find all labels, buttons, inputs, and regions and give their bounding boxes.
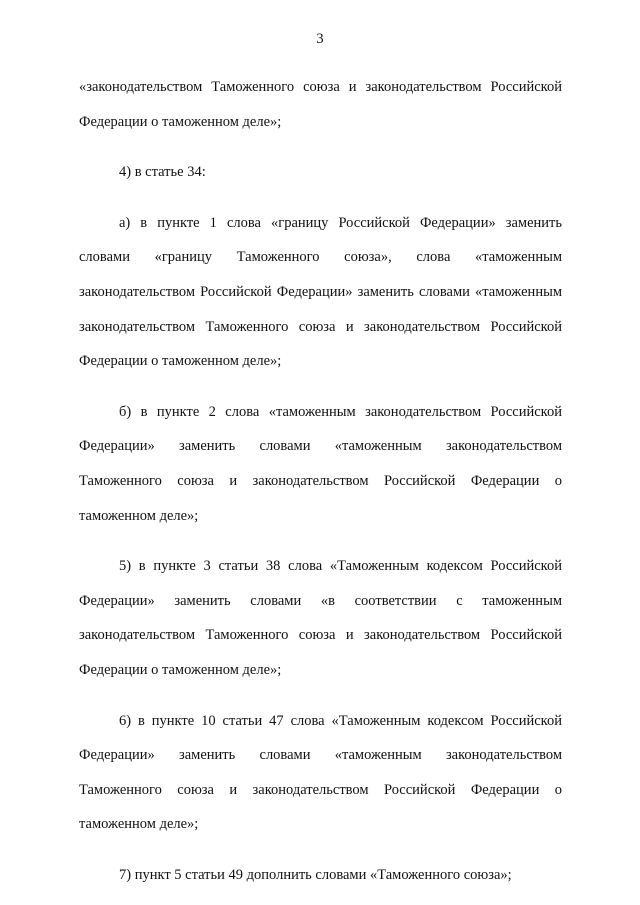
paragraph-item-4b: б) в пункте 2 слова «таможенным законодательством Российской Федерации» заменить словами «таможенным законодательством Таможенного союза и законодательством Российской Федерации о таможенном деле»; xyxy=(79,403,562,524)
page-number: 3 xyxy=(316,31,324,47)
paragraph-item-7: 7) пункт 5 статьи 49 дополнить словами «Таможенного союза»; xyxy=(119,866,512,883)
paragraph-continuation: «законодательством Таможенного союза и законодательством Российской Федерации о таможенном деле»; xyxy=(79,79,562,130)
paragraph-item-4: 4) в статье 34: xyxy=(119,164,206,181)
document-body xyxy=(79,70,562,892)
paragraph-item-5: 5) в пункте 3 статьи 38 слова «Таможенным кодексом Российской Федерации» заменить словами «в соответствии с таможенным законодательством Таможенного союза и законодательством Российской Федерации о таможенном деле»; xyxy=(79,558,562,678)
paragraph-item-6: 6) в пункте 10 статьи 47 слова «Таможенным кодексом Российской Федерации» заменить словами «таможенным законодательством Таможенного союза и законодательством Российской Федерации о таможенном деле»; xyxy=(79,712,562,833)
paragraph-item-4a: а) в пункте 1 слова «границу Российской Федерации» заменить словами «границу Таможенного союза», слова «таможенным законодательством Российской Федерации» заменить словами «таможенным законодательством Таможенного союза и законодательством Российской Федерации о таможенном деле»; xyxy=(79,214,562,370)
